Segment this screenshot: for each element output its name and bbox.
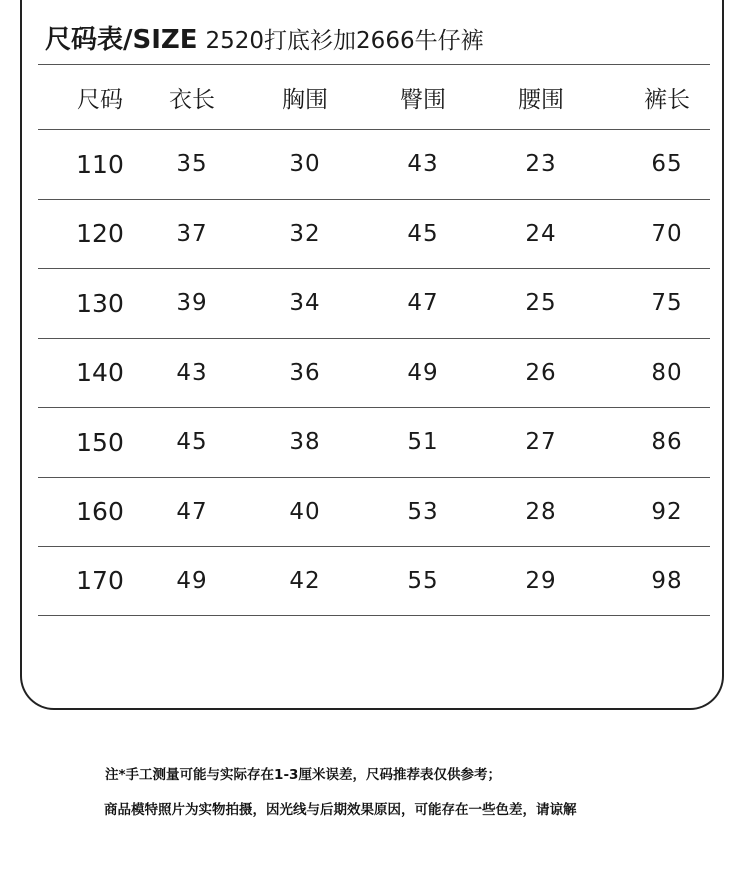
table-cell: 45 (176, 429, 208, 456)
table-cell: 80 (651, 359, 683, 386)
table-row (38, 129, 710, 199)
table-cell: 29 (525, 567, 557, 594)
table-cell: 120 (76, 219, 124, 249)
table-cell: 47 (407, 290, 439, 317)
note-color-difference: 商品模特照片为实物拍摄，因光线与后期效果原因，可能存在一些色差，请谅解 (104, 802, 577, 818)
table-cell: 49 (407, 359, 439, 386)
table-cell: 34 (289, 290, 321, 317)
table-cell: 30 (289, 151, 321, 178)
table-cell: 27 (525, 429, 557, 456)
header-chest: 胸围 (282, 86, 328, 113)
table-cell: 51 (407, 429, 439, 456)
size-chart-label: 尺码表/SIZE (45, 25, 198, 55)
table-cell: 28 (525, 498, 557, 525)
header-size: 尺码 (77, 86, 123, 113)
chart-title (45, 24, 484, 57)
table-row (38, 268, 710, 338)
header-pants-length: 裤长 (644, 86, 690, 113)
table-row (38, 338, 710, 408)
note-measurement: 注*手工测量可能与实际存在1-3厘米误差，尺码推荐表仅供参考； (105, 767, 501, 783)
table-cell: 40 (289, 498, 321, 525)
table-row (38, 199, 710, 269)
table-cell: 98 (651, 567, 683, 594)
table-cell: 55 (407, 567, 439, 594)
table-cell: 130 (76, 288, 124, 318)
table-row (38, 546, 710, 616)
table-cell: 92 (651, 498, 683, 525)
header-length: 衣长 (169, 86, 215, 113)
header-hip: 臀围 (400, 86, 446, 113)
table-cell: 42 (289, 567, 321, 594)
table-row (38, 477, 710, 547)
table-cell: 37 (176, 220, 208, 247)
table-cell: 170 (76, 566, 124, 596)
table-cell: 110 (76, 149, 124, 179)
header-waist: 腰围 (518, 86, 564, 113)
table-cell: 53 (407, 498, 439, 525)
table-cell: 75 (651, 290, 683, 317)
table-cell: 65 (651, 151, 683, 178)
table-row (38, 407, 710, 477)
table-header-row (38, 64, 710, 129)
table-cell: 45 (407, 220, 439, 247)
table-cell: 43 (176, 359, 208, 386)
table-cell: 160 (76, 497, 124, 527)
table-cell: 47 (176, 498, 208, 525)
table-cell: 35 (176, 151, 208, 178)
table-cell: 23 (525, 151, 557, 178)
table-cell: 39 (176, 290, 208, 317)
table-cell: 140 (76, 358, 124, 388)
table-cell: 43 (407, 151, 439, 178)
product-name: 2520打底衫加2666牛仔裤 (205, 28, 484, 54)
table-cell: 150 (76, 427, 124, 457)
table-cell: 32 (289, 220, 321, 247)
table-cell: 25 (525, 290, 557, 317)
table-cell: 24 (525, 220, 557, 247)
table-cell: 49 (176, 567, 208, 594)
size-table (38, 64, 710, 616)
table-cell: 26 (525, 359, 557, 386)
table-cell: 36 (289, 359, 321, 386)
table-cell: 86 (651, 429, 683, 456)
table-cell: 70 (651, 220, 683, 247)
table-cell: 38 (289, 429, 321, 456)
